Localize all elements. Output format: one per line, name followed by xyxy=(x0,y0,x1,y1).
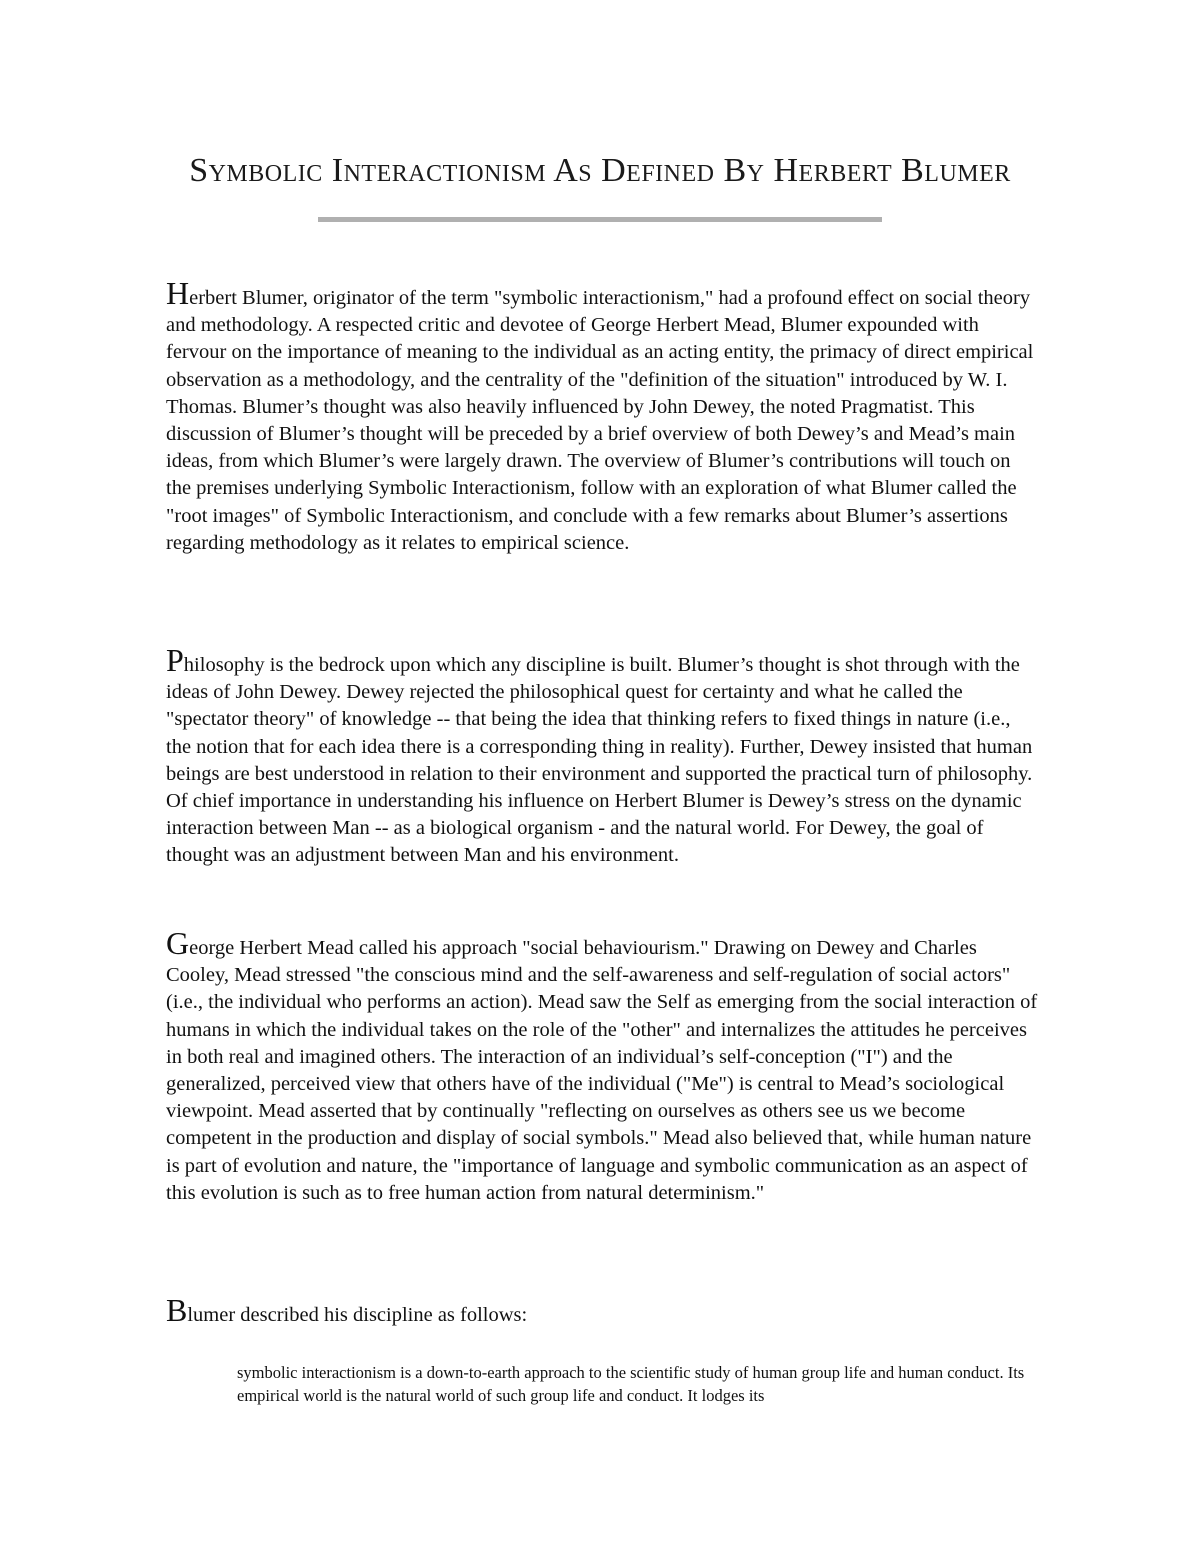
paragraph-2 xyxy=(166,642,1038,870)
paragraph-3-text: eorge Herbert Mead called his approach "social behaviourism." Drawing on Dewey and Charles Cooley, Mead stressed "the conscious mind and the self-awareness and self-regulation of social actors" (i.e., the individual who performs an action). Mead saw the Self as emerging from the social interaction of humans in which the individual takes on the role of the "other" and internalizes the attitudes he perceives in both real and imagined others. The interaction of an individual’s self-conception ("I") and the generalized, perceived view that others have of the individual ("Me") is central to Mead’s sociological viewpoint. Mead asserted that by continually "reflecting on ourselves as others see us we become competent in the production and display of social symbols." Mead also believed that, while human nature is part of evolution and nature, the "importance of language and symbolic communication as an aspect of this evolution is such as to free human action from natural determinism." xyxy=(166,937,1038,1204)
paragraph-4 xyxy=(166,1292,1038,1329)
paragraph-3 xyxy=(166,925,1038,1207)
document-title: Symbolic Interactionism As Defined By Herbert Blumer xyxy=(189,152,1011,189)
title-divider xyxy=(318,217,882,222)
paragraph-1-text: erbert Blumer, originator of the term "symbolic interactionism," had a profound effect on social theory and methodology. A respected critic and devotee of George Herbert Mead, Blumer expounded with fervour on the importance of meaning to the individual as an acting entity, the primacy of direct empirical observation as a methodology, and the centrality of the "definition of the situation" introduced by W. I. Thomas. Blumer’s thought was also heavily influenced by John Dewey, the noted Pragmatist. This discussion of Blumer’s thought will be preceded by a brief overview of both Dewey’s and Mead’s main ideas, from which Blumer’s were largely drawn. The overview of Blumer’s contributions will touch on the premises underlying Symbolic Interactionism, follow with an exploration of what Blumer called the "root images" of Symbolic Interactionism, and conclude with a few remarks about Blumer’s assertions regarding methodology as it relates to empirical science. xyxy=(166,287,1034,554)
block-quote-text: symbolic interactionism is a down-to-earth approach to the scientific study of human group life and human conduct. Its empirical world is the natural world of such group life and conduct. It lodges its xyxy=(237,1363,1025,1405)
paragraph-1-initial: H xyxy=(166,275,190,311)
paragraph-2-text: hilosophy is the bedrock upon which any discipline is built. Blumer’s thought is shot through with the ideas of John Dewey. Dewey rejected the philosophical quest for certainty and what he called the "spectator theory" of knowledge -- that being the idea that thinking refers to fixed things in nature (i.e., the notion that for each idea there is a corresponding thing in reality). Further, Dewey insisted that human beings are best understood in relation to their environment and supported the practical turn of philosophy. Of chief importance in understanding his influence on Herbert Blumer is Dewey’s stress on the dynamic interaction between Man -- as a biological organism - and the natural world. For Dewey, the goal of thought was an adjustment between Man and his environment. xyxy=(166,654,1033,867)
paragraph-4-text: lumer described his discipline as follows: xyxy=(187,1304,528,1326)
paragraph-2-initial: P xyxy=(166,642,184,678)
paragraph-1 xyxy=(166,275,1038,557)
paragraph-3-initial: G xyxy=(166,925,190,961)
block-quote xyxy=(237,1361,1037,1407)
paragraph-4-initial: B xyxy=(166,1292,188,1328)
